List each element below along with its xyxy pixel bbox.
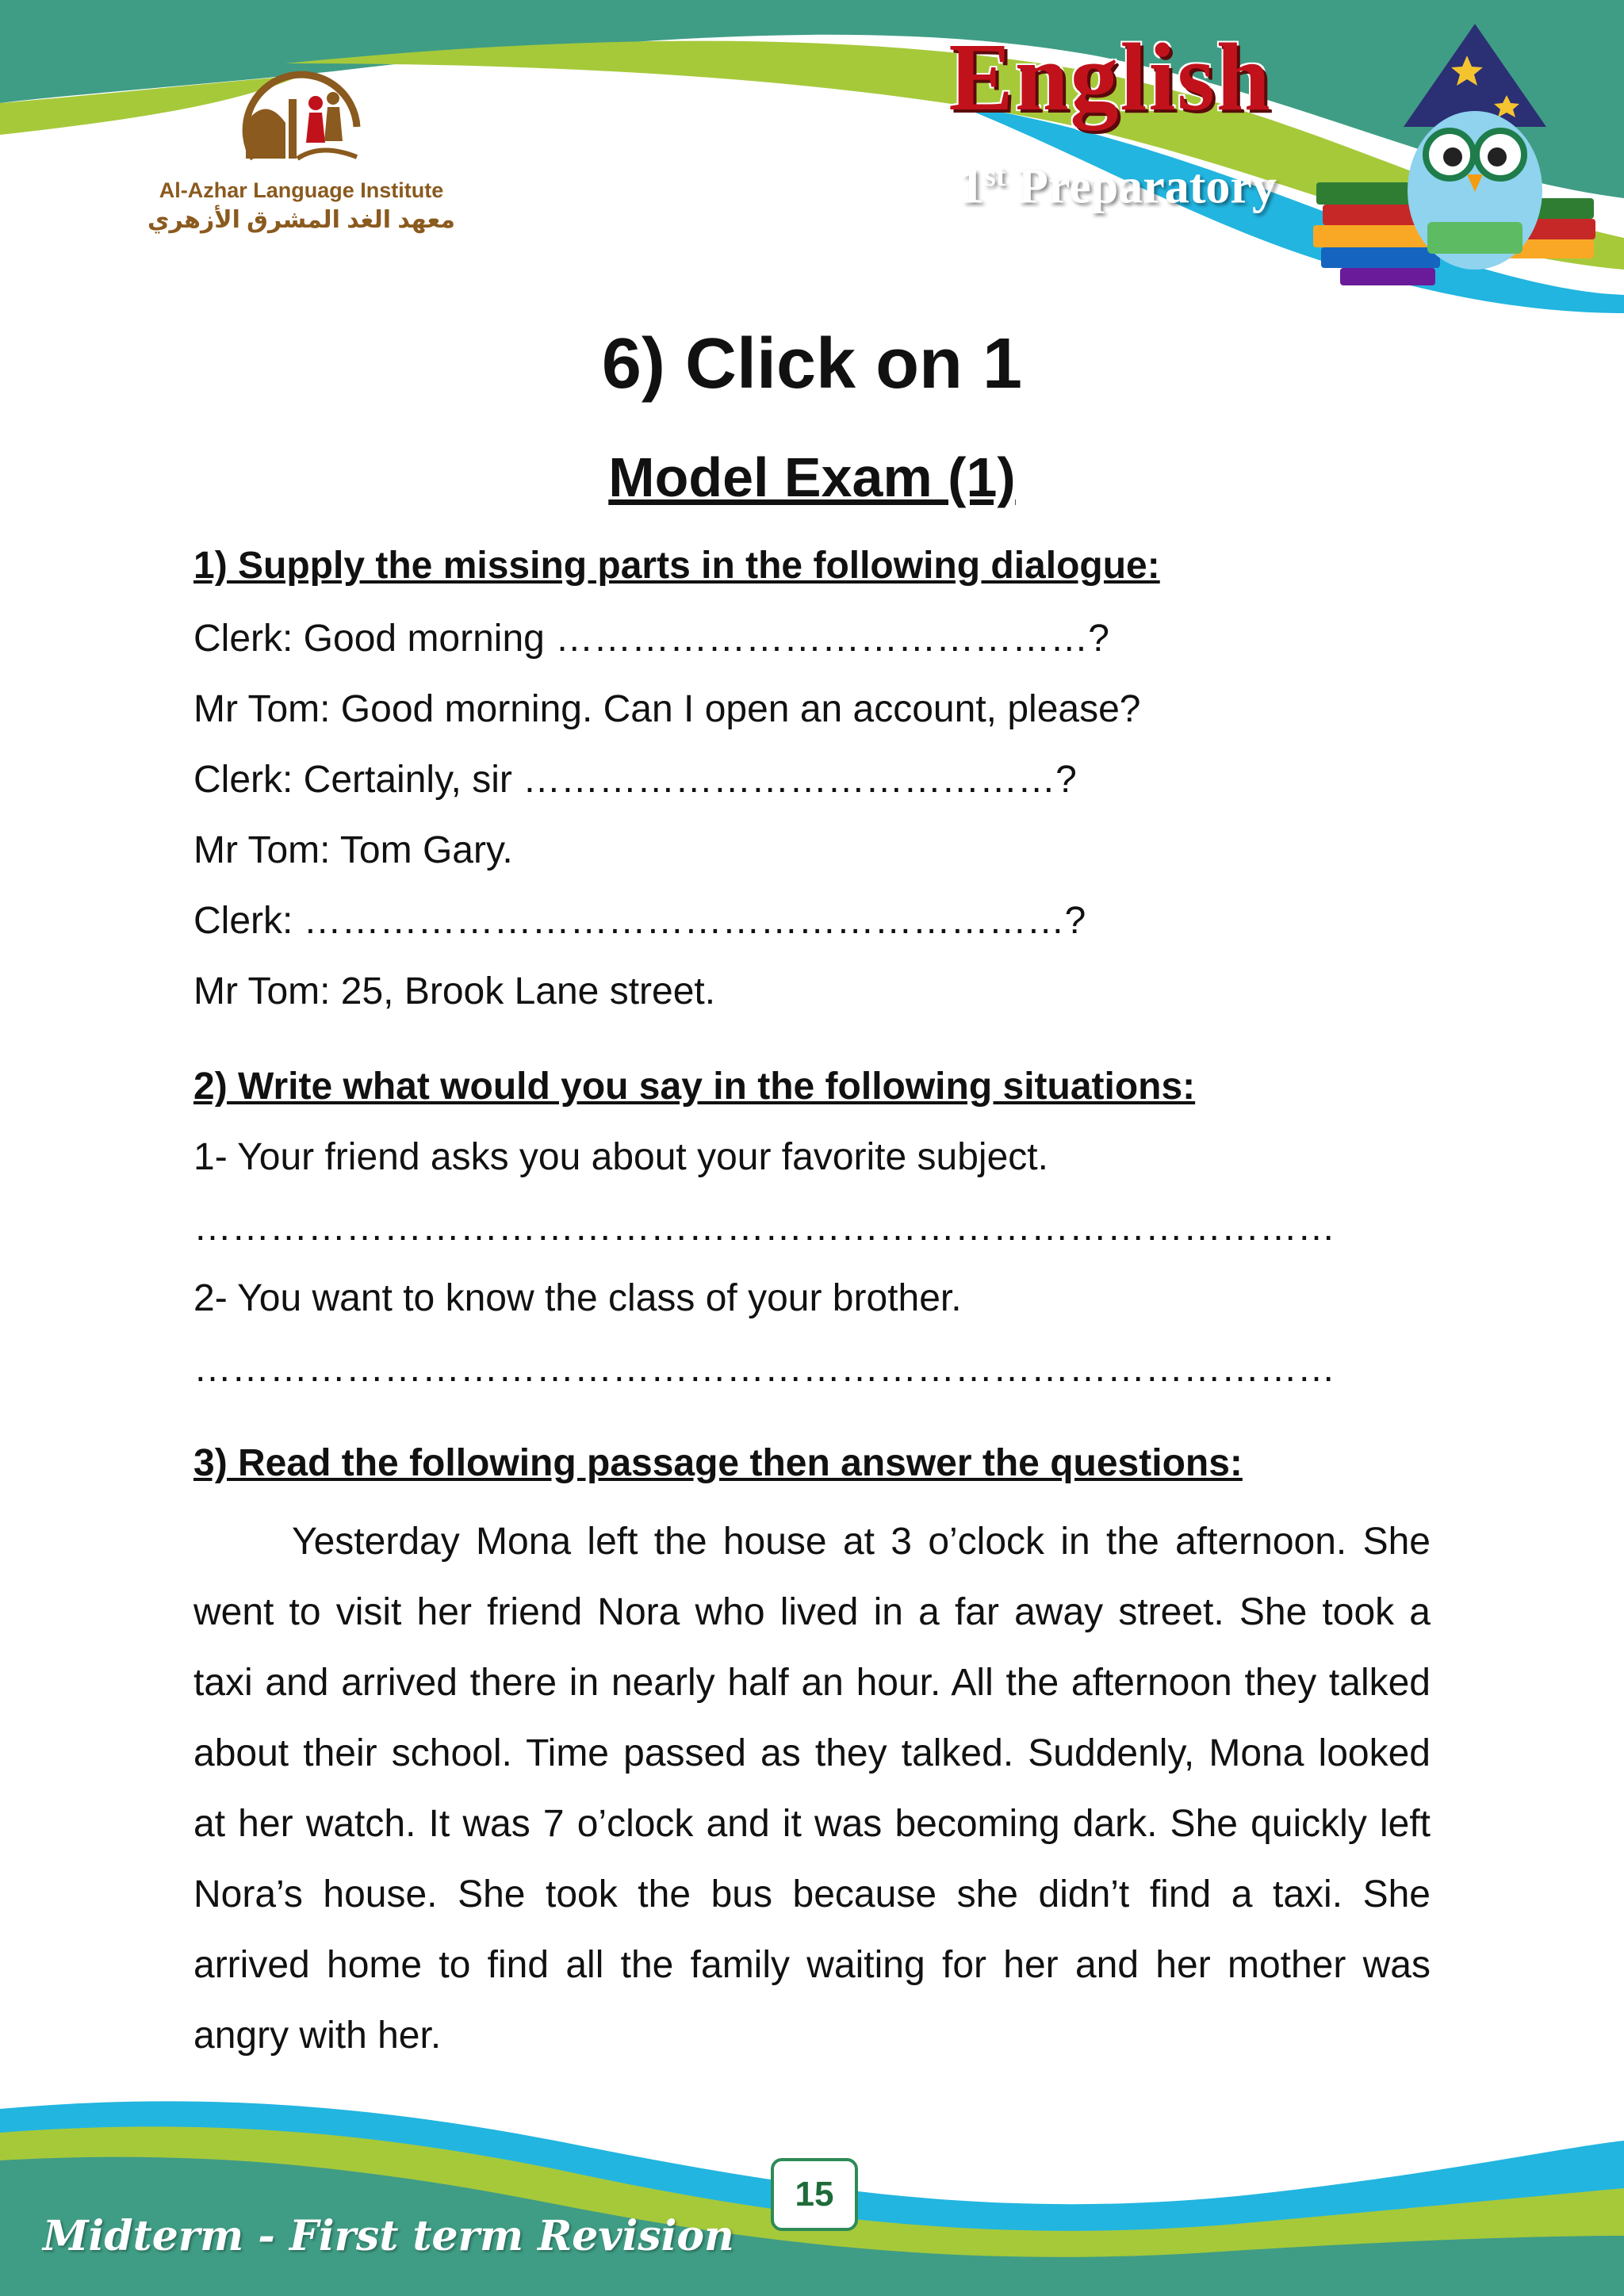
footer-label: Midterm - First term Revision: [43, 2212, 734, 2260]
dialogue-line: Clerk: Good morning ……………………………………?: [193, 618, 1109, 660]
section-1-heading: 1) Supply the missing parts in the following dialogue:: [193, 545, 1160, 587]
dialogue-line: Mr Tom: Tom Gary.: [193, 829, 513, 871]
grade-word: Preparatory: [1017, 159, 1277, 214]
answer-blank-line: ………………………………………………………………………………: [193, 1207, 1335, 1249]
page-heading: 6) Click on 1: [601, 324, 1023, 404]
subject-title: English: [948, 24, 1272, 131]
institute-name-arabic: معهد الغد المشرق الأزهري: [147, 207, 455, 233]
answer-blank-line: ………………………………………………………………………………: [193, 1348, 1335, 1390]
institute-logo: [119, 63, 484, 277]
situation-line: 2- You want to know the class of your brother.: [193, 1277, 962, 1319]
exam-title: Model Exam (1): [608, 446, 1016, 508]
logo-emblem-icon: [230, 63, 373, 174]
page-number-badge: 15: [771, 2158, 858, 2231]
section-2-heading: 2) Write what would you say in the following situations:: [193, 1066, 1196, 1108]
grade-suffix: st: [984, 159, 1006, 193]
grade-label: [928, 159, 1308, 216]
institute-name-english: Al-Azhar Language Institute: [159, 178, 444, 202]
reading-passage: Yesterday Mona left the house at 3 o’clock in the afternoon. She went to visit her friend Nora who lived in a far away street. She took a taxi and arrived there in nearly half an hour. All the afternoon they talked about their school. Time passed as they talked. Suddenly, Mona looked at her watch. It was 7 o’clock and it was becoming dark. She quickly left Nora’s house. She took the bus because she didn’t find a taxi. She arrived home to find all the family waiting for her and her mother was angry with her.: [193, 1521, 1431, 2057]
owl-books-illustration: [1308, 24, 1602, 317]
grade-number: 1: [959, 159, 985, 214]
dialogue-line: Mr Tom: Good morning. Can I open an account, please?: [193, 688, 1141, 730]
dialogue-line: Clerk: ……………………………………………………?: [193, 900, 1086, 942]
situation-line: 1- Your friend asks you about your favorite subject.: [193, 1136, 1048, 1178]
section-3-heading: 3) Read the following passage then answer the questions:: [193, 1442, 1243, 1484]
dialogue-line: Clerk: Certainly, sir ……………………………………?: [193, 759, 1077, 801]
dialogue-line: Mr Tom: 25, Brook Lane street.: [193, 970, 716, 1012]
